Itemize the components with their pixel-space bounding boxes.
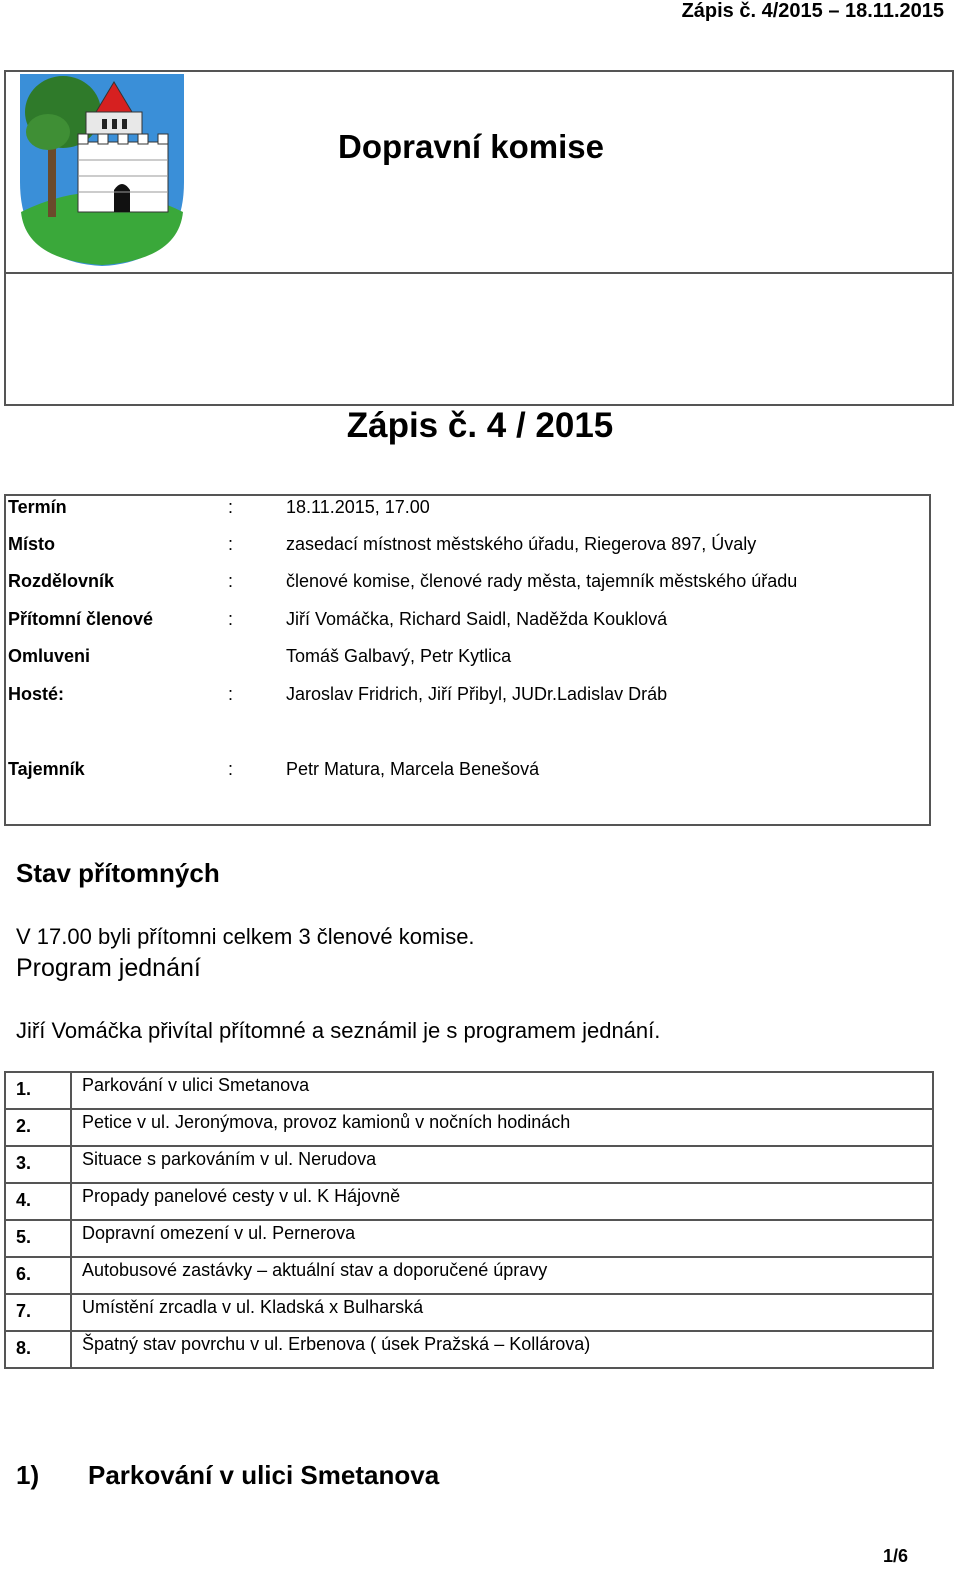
item-number: 7. (5, 1294, 71, 1331)
table-row (5, 1109, 933, 1146)
item-text: Dopravní omezení v ul. Pernerova (71, 1220, 933, 1257)
info-label: Tajemník (8, 759, 85, 779)
info-label: Hosté: (8, 684, 65, 704)
info-label: Omluveni (8, 646, 91, 666)
attendance-heading: Stav přítomných (16, 858, 220, 888)
info-colon: : (228, 609, 234, 629)
item-text: Autobusové zastávky – aktuální stav a doporučené úpravy (71, 1257, 933, 1294)
table-row (5, 1294, 933, 1331)
table-row (5, 1220, 933, 1257)
section-number: 1) (16, 1460, 40, 1490)
info-colon: : (228, 497, 234, 517)
item-number: 2. (5, 1109, 71, 1146)
info-value: Tomáš Galbavý, Petr Kytlica (286, 646, 512, 666)
info-label: Místo (8, 534, 55, 554)
item-text: Parkování v ulici Smetanova (71, 1072, 933, 1109)
program-heading: Program jednání (16, 954, 201, 982)
info-label: Rozdělovník (8, 571, 115, 591)
item-number: 5. (5, 1220, 71, 1257)
info-value: zasedací místnost městského úřadu, Riegerova 897, Úvaly (286, 534, 757, 554)
item-text: Petice v ul. Jeronýmova, provoz kamionů v nočních hodinách (71, 1109, 933, 1146)
attendance-text: V 17.00 byli přítomni celkem 3 členové komise. (16, 924, 475, 949)
table-row (5, 1072, 933, 1109)
info-colon: : (228, 571, 234, 591)
item-text: Situace s parkováním v ul. Nerudova (71, 1146, 933, 1183)
blank-box (4, 274, 954, 406)
town-crest-icon (18, 72, 188, 268)
table-row (5, 1146, 933, 1183)
info-value: Jaroslav Fridrich, Jiří Přibyl, JUDr.Ladislav Dráb (286, 684, 668, 704)
info-colon: : (228, 759, 234, 779)
program-table (4, 1071, 934, 1369)
program-intro: Jiří Vomáčka přivítal přítomné a seznámil je s programem jednání. (16, 1018, 661, 1043)
table-row (5, 1331, 933, 1368)
table-row (5, 1183, 933, 1220)
info-value: 18.11.2015, 17.00 (286, 497, 430, 517)
item-text: Špatný stav povrchu v ul. Erbenova ( úsek Pražská – Kollárova) (71, 1331, 933, 1368)
page-header: Zápis č. 4/2015 – 18.11.2015 (681, 0, 944, 22)
minutes-title: Zápis č. 4 / 2015 (346, 406, 614, 445)
item-number: 3. (5, 1146, 71, 1183)
info-value: Petr Matura, Marcela Benešová (286, 759, 540, 779)
section-title: Parkování v ulici Smetanova (88, 1460, 440, 1490)
committee-title: Dopravní komise (338, 128, 604, 165)
item-text: Umístění zrcadla v ul. Kladská x Bulharská (71, 1294, 933, 1331)
table-row (5, 1257, 933, 1294)
item-number: 1. (5, 1072, 71, 1109)
item-text: Propady panelové cesty v ul. K Hájovně (71, 1183, 933, 1220)
item-number: 6. (5, 1257, 71, 1294)
item-number: 8. (5, 1331, 71, 1368)
item-number: 4. (5, 1183, 71, 1220)
info-label: Termín (8, 497, 67, 517)
info-value: členové komise, členové rady města, tajemník městského úřadu (286, 571, 798, 591)
page-number: 1/6 (882, 1546, 908, 1566)
info-value: Jiří Vomáčka, Richard Saidl, Naděžda Kouklová (286, 609, 668, 629)
info-colon: : (228, 684, 234, 704)
info-colon: : (228, 534, 234, 554)
info-label: Přítomní členové (8, 609, 154, 629)
